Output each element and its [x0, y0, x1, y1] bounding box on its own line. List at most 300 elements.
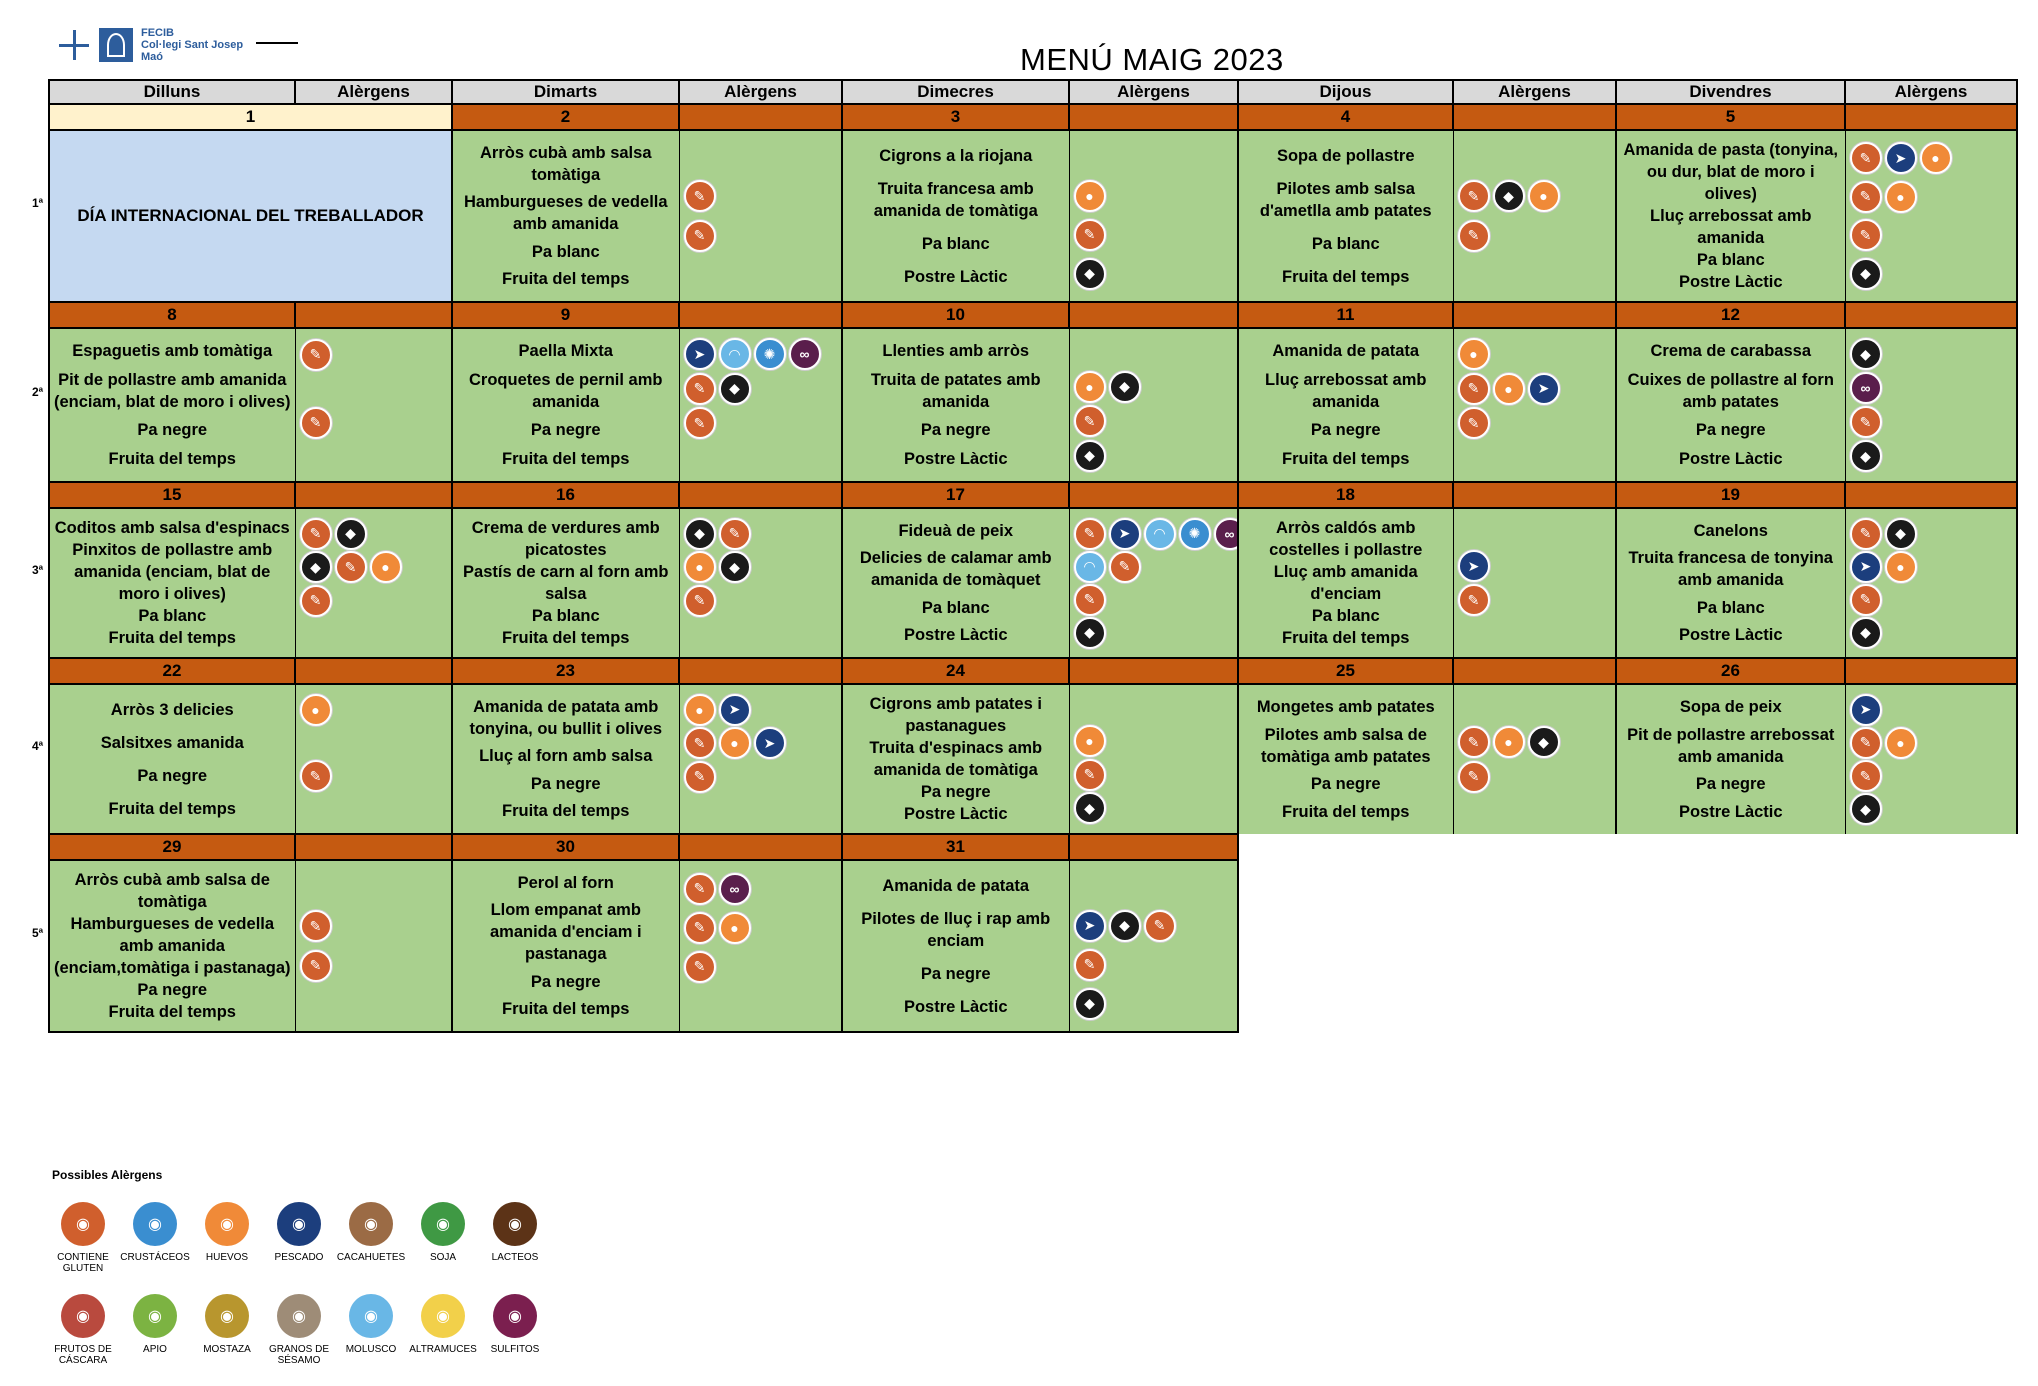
dish-list [453, 861, 679, 1031]
ou-allergen-icon: ● [1885, 551, 1917, 583]
logo-line-2: Col·legi Sant Josep [141, 39, 244, 51]
col-header-alergens-2: Alèrgens [679, 80, 842, 104]
allergen-list [680, 329, 842, 481]
day-number: 12 [1616, 302, 1845, 328]
day-cell [49, 860, 295, 1032]
day-cell [1238, 130, 1453, 302]
day-number-allergen-cell [1069, 104, 1238, 130]
wheat-icon: ◉ [61, 1202, 105, 1246]
gluten-allergen-icon: ✎ [684, 585, 716, 617]
legend-row-1 [52, 1202, 546, 1274]
allergen-row [300, 873, 448, 903]
allergen-row [1850, 793, 2013, 825]
gluten-allergen-icon: ✎ [1850, 518, 1882, 550]
allergen-list [1070, 685, 1238, 833]
dish-name: Pa blanc [531, 607, 600, 625]
mustard-icon: ◉ [205, 1294, 249, 1338]
week-label: 4ª [27, 658, 49, 834]
lact-allergen-icon: ◆ [1850, 440, 1882, 472]
lact-allergen-icon: ◆ [1850, 793, 1882, 825]
dish-row [27, 684, 2017, 834]
dish-name: Fruita del temps [108, 799, 236, 818]
dish-name: Lluç arrebossat amb amanida [1265, 370, 1427, 411]
allergen-row [1074, 725, 1234, 757]
dish-name: Pa negre [920, 964, 991, 983]
week-label: 5ª [27, 834, 49, 1032]
peix-allergen-icon: ➤ [1109, 518, 1141, 550]
allergen-list [680, 131, 842, 301]
allergen-row [300, 728, 448, 758]
allergen-list [296, 861, 452, 1031]
day-number-allergen-cell [1845, 104, 2017, 130]
dish-name: Fruita del temps [502, 1000, 630, 1019]
day-cell [1616, 328, 1845, 482]
allergen-list [680, 861, 842, 1031]
dish-name: Pilotes amb salsa d'ametlla amb patates [1259, 179, 1432, 220]
dish-name: Pastís de carn al forn amb salsa [463, 563, 669, 603]
allergen-list [680, 685, 842, 833]
allergen-row [300, 618, 448, 648]
dish-list [1239, 329, 1453, 481]
gluten-allergen-icon: ✎ [1850, 584, 1882, 616]
allergen-list [1846, 685, 2017, 834]
day-number-allergen-cell [1069, 834, 1238, 860]
sesame-icon: ◉ [277, 1294, 321, 1338]
sulf-allergen-icon: ∞ [1214, 518, 1239, 550]
col-header-divendres: Divendres [1616, 80, 1845, 104]
peix-allergen-icon: ➤ [1885, 142, 1917, 174]
allergen-row [1850, 440, 2013, 472]
page-title: MENÚ MAIG 2023 [1020, 42, 1284, 77]
gluten-allergen-icon: ✎ [1458, 373, 1490, 405]
gluten-allergen-icon: ✎ [684, 761, 716, 793]
dish-name: Pa blanc [921, 234, 990, 253]
dish-name: Pa negre [137, 981, 208, 999]
dish-name: Amanida de patata amb tonyina, ou bullit i olives [469, 697, 662, 738]
gluten-allergen-icon: ✎ [1458, 726, 1490, 758]
day-cell [452, 860, 679, 1032]
allergen-row [684, 143, 838, 173]
day-cell [1238, 508, 1453, 658]
legend-label: GRANOS DE SÉSAMO [268, 1344, 329, 1366]
allergen-list [1454, 509, 1616, 657]
dish-name: Pa negre [530, 421, 601, 440]
day-number: 23 [452, 658, 679, 684]
dish-list [453, 131, 679, 301]
dish-name: Pa negre [137, 421, 208, 440]
legend-label: MOSTAZA [203, 1344, 251, 1355]
legend-label: SOJA [429, 1252, 457, 1263]
fish-icon: ◉ [277, 1202, 321, 1246]
dish-list [1617, 329, 1845, 481]
ou-allergen-icon: ● [1458, 338, 1490, 370]
allergen-row [1074, 617, 1234, 649]
dish-name: Pa blanc [1696, 251, 1765, 269]
allergen-row [1074, 949, 1234, 981]
day-cell [49, 328, 295, 482]
ou-allergen-icon: ● [684, 551, 716, 583]
lact-allergen-icon: ◆ [719, 373, 751, 405]
day-number-allergen-cell [1453, 302, 1616, 328]
mol-allergen-icon: ◠ [1074, 551, 1106, 583]
peix-allergen-icon: ➤ [1850, 551, 1882, 583]
dish-name: Pa negre [1695, 421, 1766, 440]
allergen-cell [1069, 130, 1238, 302]
peix-allergen-icon: ➤ [1528, 373, 1560, 405]
dish-row [27, 328, 2017, 482]
dish-name: Canelons [1693, 521, 1768, 540]
gluten-allergen-icon: ✎ [300, 407, 332, 439]
gluten-allergen-icon: ✎ [300, 910, 332, 942]
legend-item [268, 1202, 330, 1274]
day-number-row [27, 658, 2017, 684]
dish-name: Espaguetis amb tomàtiga [72, 342, 273, 361]
dish-list [843, 509, 1069, 657]
ou-allergen-icon: ● [1885, 181, 1917, 213]
gluten-allergen-icon: ✎ [719, 518, 751, 550]
milk-icon: ◉ [493, 1202, 537, 1246]
peix-allergen-icon: ➤ [1850, 694, 1882, 726]
dish-name: Pa blanc [531, 242, 600, 261]
shell-icon: ◉ [349, 1294, 393, 1338]
legend-item [336, 1202, 406, 1274]
allergen-list [1070, 131, 1238, 301]
day-number-allergen-cell [295, 482, 452, 508]
dish-name: Truita d'espinacs amb amanida de tomàtiga [869, 739, 1043, 779]
gluten-allergen-icon: ✎ [1074, 518, 1106, 550]
legend-label: FRUTOS DE CÁSCARA [54, 1344, 112, 1366]
peix-allergen-icon: ➤ [719, 694, 751, 726]
allergen-row [300, 442, 448, 472]
allergen-row [1074, 338, 1234, 368]
day-number-row [27, 834, 2017, 860]
allergen-cell [679, 684, 842, 834]
dish-name: Pa negre [1695, 775, 1766, 794]
day-number-allergen-cell [679, 658, 842, 684]
legend-label: MOLUSCO [345, 1344, 397, 1355]
col-header-alergens-3: Alèrgens [1069, 80, 1238, 104]
legend-label: CONTIENE GLUTEN [57, 1252, 109, 1274]
allergen-list [1070, 509, 1238, 657]
dish-name: Fruita del temps [502, 629, 630, 647]
lact-allergen-icon: ◆ [1528, 726, 1560, 758]
dish-list [453, 329, 679, 481]
gluten-allergen-icon: ✎ [684, 951, 716, 983]
allergen-row [1074, 371, 1234, 403]
sulf-allergen-icon: ∞ [1850, 372, 1882, 404]
dish-name: Coditos amb salsa d'espinacs [54, 519, 290, 537]
day-number-allergen-cell [1845, 302, 2017, 328]
dish-name: Pa blanc [1311, 234, 1380, 253]
day-number-allergen-cell [679, 104, 842, 130]
day-number-allergen-cell [679, 302, 842, 328]
gluten-allergen-icon: ✎ [300, 950, 332, 982]
allergen-row [1458, 407, 1612, 439]
allergen-row [684, 373, 838, 405]
dish-name: Truita francesa amb amanida de tomàtiga [873, 179, 1038, 220]
lact-allergen-icon: ◆ [1850, 617, 1882, 649]
allergen-row [1850, 338, 2013, 370]
allergen-row [1074, 551, 1234, 583]
dish-name: Lluç amb amanida d'enciam [1273, 563, 1418, 603]
allergen-row [1074, 180, 1234, 212]
mol-allergen-icon: ◠ [1144, 518, 1176, 550]
dish-name: Salsitxes amanida [100, 733, 244, 752]
allergen-row [1074, 405, 1234, 437]
day-cell [452, 684, 679, 834]
allergen-row [1074, 219, 1234, 251]
allergen-cell [1845, 684, 2017, 834]
gluten-allergen-icon: ✎ [1458, 220, 1490, 252]
day-cell [1616, 684, 1845, 834]
week-label: 2ª [27, 302, 49, 482]
gluten-allergen-icon: ✎ [1458, 180, 1490, 212]
allergen-list [1070, 861, 1238, 1031]
dish-name: Postre Làctic [903, 449, 1008, 468]
dish-name: Postre Làctic [1678, 449, 1783, 468]
logo-mark-icon [57, 28, 91, 62]
lact-allergen-icon: ◆ [684, 518, 716, 550]
day-cell [49, 508, 295, 658]
dish-name: Fruita del temps [108, 1003, 236, 1021]
allergen-row [1458, 442, 1612, 472]
dish-name: Fruita del temps [502, 270, 630, 289]
day-number-allergen-cell [1453, 482, 1616, 508]
legend-item [484, 1202, 546, 1274]
day-cell [1238, 684, 1453, 834]
legend-label: ALTRAMUCES [409, 1344, 477, 1355]
day-number: 22 [49, 658, 295, 684]
legend-item [484, 1294, 546, 1366]
col-header-alergens-5: Alèrgens [1845, 80, 2017, 104]
legend-item [412, 1202, 474, 1274]
lact-allergen-icon: ◆ [335, 518, 367, 550]
week-label: 3ª [27, 482, 49, 658]
dish-name: Pinxitos de pollastre amb amanida (enciam, blat de moro i olives) [72, 541, 273, 603]
peix-allergen-icon: ➤ [754, 727, 786, 759]
allergen-row [1458, 143, 1612, 173]
allergen-row [684, 551, 838, 583]
gluten-allergen-icon: ✎ [1850, 181, 1882, 213]
allergen-list [680, 509, 842, 657]
ou-allergen-icon: ● [1493, 373, 1525, 405]
allergen-row [684, 873, 838, 905]
day-number-allergen-cell [1069, 482, 1238, 508]
allergen-row [1458, 550, 1612, 582]
dish-list [1617, 131, 1845, 301]
lact-allergen-icon: ◆ [300, 551, 332, 583]
allergen-row [684, 694, 838, 726]
allergen-row [300, 518, 448, 550]
day-number: 30 [452, 834, 679, 860]
legend-item [120, 1202, 190, 1274]
lact-allergen-icon: ◆ [1074, 988, 1106, 1020]
col-header-dimarts: Dimarts [452, 80, 679, 104]
dish-list [843, 685, 1069, 833]
day-cell [452, 130, 679, 302]
allergen-row [1458, 220, 1612, 252]
day-number-allergen-cell [1453, 658, 1616, 684]
day-cell [842, 328, 1069, 482]
allergen-row [1458, 518, 1612, 548]
allergen-row [684, 180, 838, 212]
day-cell [452, 508, 679, 658]
allergen-row [1850, 584, 2013, 616]
dish-name: Cigrons amb patates i pastanagues [869, 695, 1042, 735]
dish-name: Postre Làctic [1678, 626, 1783, 645]
allergen-cell [1069, 328, 1238, 482]
dish-name: Pa blanc [1311, 607, 1380, 625]
dish-name: Hamburgueses de vedella amb amanida (enciam,tomàtiga i pastanaga) [53, 915, 291, 977]
allergen-cell [1845, 130, 2017, 302]
allergen-row [1850, 694, 2013, 726]
dish-list [843, 131, 1069, 301]
dish-name: Pa blanc [921, 598, 990, 617]
day-number: 10 [842, 302, 1069, 328]
day-number-allergen-cell [295, 834, 452, 860]
dish-name: Truita francesa de tonyina amb amanida [1628, 549, 1833, 590]
allergen-row [1458, 726, 1612, 758]
allergen-row [1850, 258, 2013, 290]
empty-cell [1238, 834, 1616, 1032]
day-number: 1 [49, 104, 452, 130]
peix-allergen-icon: ➤ [1074, 910, 1106, 942]
dish-name: Llenties amb arròs [882, 342, 1030, 361]
legend-item [124, 1294, 186, 1366]
col-header-alergens-1: Alèrgens [295, 80, 452, 104]
day-cell [49, 684, 295, 834]
dish-name: Pilotes de lluç i rap amb enciam [861, 909, 1051, 950]
day-number: 16 [452, 482, 679, 508]
day-number: 2 [452, 104, 679, 130]
dish-list [1239, 131, 1453, 301]
dish-name: Sopa de peix [1679, 697, 1782, 716]
allergen-list [1846, 131, 2017, 301]
crust-allergen-icon: ✺ [754, 338, 786, 370]
dish-name: Arròs caldós amb costelles i pollastre [1269, 519, 1423, 559]
day-number: 29 [49, 834, 295, 860]
gluten-allergen-icon: ✎ [335, 551, 367, 583]
day-number: 31 [842, 834, 1069, 860]
nut-icon: ◉ [61, 1294, 105, 1338]
allergen-list [296, 329, 452, 481]
allergen-row [1074, 258, 1234, 290]
day-cell [842, 130, 1069, 302]
dish-name: Truita de patates amb amanida [870, 370, 1041, 411]
day-number: 8 [49, 302, 295, 328]
dish-name: Postre Làctic [903, 626, 1008, 645]
dish-name: Postre Làctic [1678, 273, 1783, 291]
dish-list [50, 685, 295, 833]
day-number-allergen-cell [1069, 658, 1238, 684]
logo-line-1: FECIB [141, 27, 174, 39]
dish-name: Postre Làctic [1678, 803, 1783, 822]
allergen-row [300, 794, 448, 824]
legend-label: APIO [143, 1344, 167, 1355]
ou-allergen-icon: ● [370, 551, 402, 583]
dish-name: Amanida de pasta (tonyina, ou dur, blat de moro i olives) [1623, 141, 1839, 203]
ou-allergen-icon: ● [1493, 726, 1525, 758]
allergen-cell [679, 508, 842, 658]
allergen-row [300, 950, 448, 982]
allergen-cell [1069, 684, 1238, 834]
dish-list [1239, 685, 1453, 834]
lact-allergen-icon: ◆ [1074, 792, 1106, 824]
allergen-row [1074, 792, 1234, 824]
allergen-row [300, 374, 448, 404]
day-number: 9 [452, 302, 679, 328]
day-number-allergen-cell [295, 302, 452, 328]
gluten-allergen-icon: ✎ [1458, 407, 1490, 439]
gluten-allergen-icon: ✎ [1850, 727, 1882, 759]
dish-name: Cuixes de pollastre al forn amb patates [1627, 370, 1834, 411]
allergen-row [684, 518, 838, 550]
dish-list [843, 329, 1069, 481]
day-number-allergen-cell [1845, 482, 2017, 508]
allergen-row [684, 794, 838, 824]
dish-name: Fruita del temps [108, 449, 236, 468]
dish-name: Fruita del temps [108, 629, 236, 647]
dish-name: Pa negre [530, 774, 601, 793]
gluten-allergen-icon: ✎ [684, 727, 716, 759]
logo-text [141, 27, 243, 63]
allergen-row [1074, 988, 1234, 1020]
allergen-row [1074, 759, 1234, 791]
dish-name: Arròs 3 delicies [110, 700, 234, 719]
allergen-cell [1453, 328, 1616, 482]
legend-item [196, 1202, 258, 1274]
allergen-list [1846, 329, 2017, 481]
gluten-allergen-icon: ✎ [300, 760, 332, 792]
allergen-cell [679, 328, 842, 482]
day-number: 11 [1238, 302, 1453, 328]
gluten-allergen-icon: ✎ [1850, 219, 1882, 251]
lact-allergen-icon: ◆ [1074, 440, 1106, 472]
dish-name: Fruita del temps [502, 802, 630, 821]
day-cell [842, 684, 1069, 834]
dish-list [50, 861, 295, 1031]
allergen-cell [295, 684, 452, 834]
allergen-cell [1453, 508, 1616, 658]
lupin-icon: ◉ [421, 1294, 465, 1338]
dish-name: Llom empanat amb amanida d'enciam i pastanaga [489, 901, 642, 964]
allergen-row [1458, 795, 1612, 825]
dish-name: Postre Làctic [903, 267, 1008, 286]
gluten-allergen-icon: ✎ [684, 180, 716, 212]
mol-allergen-icon: ◠ [719, 338, 751, 370]
day-number-allergen-cell [1069, 302, 1238, 328]
day-number-row [27, 104, 2017, 130]
day-number: 17 [842, 482, 1069, 508]
col-header-dilluns: Dilluns [49, 80, 295, 104]
allergen-cell [1069, 508, 1238, 658]
lact-allergen-icon: ◆ [719, 551, 751, 583]
allergen-row [300, 910, 448, 942]
dish-name: Pilotes amb salsa de tomàtiga amb patates [1260, 725, 1431, 766]
column-header-row [27, 80, 2017, 104]
ou-allergen-icon: ● [719, 727, 751, 759]
gluten-allergen-icon: ✎ [300, 585, 332, 617]
ou-allergen-icon: ● [300, 694, 332, 726]
dish-name: Pa negre [530, 972, 601, 991]
allergen-row [1074, 910, 1234, 942]
col-header-dijous: Dijous [1238, 80, 1453, 104]
allergen-row [300, 407, 448, 439]
allergen-list [1454, 685, 1616, 834]
dish-name: Pa blanc [1696, 598, 1765, 617]
allergen-row [684, 990, 838, 1020]
allergen-cell [679, 860, 842, 1032]
